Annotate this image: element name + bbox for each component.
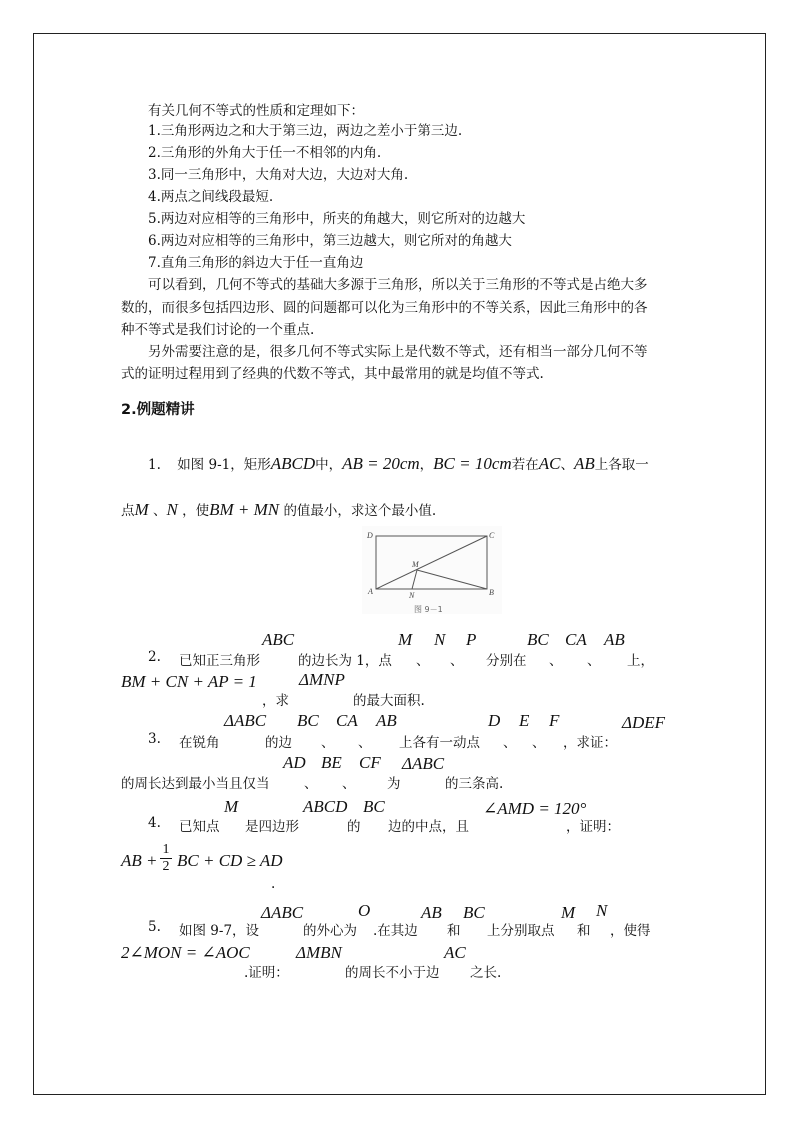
math: ΔABC [261, 903, 304, 922]
text: 、 [503, 735, 517, 751]
text: 分别在 [486, 653, 527, 669]
text: 边的中点，且 [388, 819, 469, 835]
math: BC + CD ≥ AD [177, 851, 283, 870]
text: ，使得 [610, 923, 651, 939]
math: M [134, 500, 149, 519]
text: 、 [587, 653, 601, 669]
math: AB = 20cm [342, 454, 420, 473]
fig-label-a: A [368, 587, 373, 596]
text: 的 [347, 819, 361, 835]
fraction-one-half [160, 842, 172, 875]
text: ，求 [262, 693, 289, 709]
math: N [596, 901, 608, 920]
text: 和 [577, 923, 591, 939]
math: BE [321, 753, 342, 772]
intro-text: 有关几何不等式的性质和定理如下： [148, 103, 364, 119]
paragraph-1-line-3: 种不等式是我们讨论的一个重点. [121, 322, 315, 338]
section-title: 2.例题精讲 [121, 402, 195, 418]
problem-1-line-1 [148, 455, 649, 474]
math: ABCD [270, 454, 316, 473]
text: 点 [121, 503, 135, 519]
math: ΔABC [402, 754, 445, 773]
theorem-3: 3.同一三角形中，大角对大边，大边对大角. [148, 167, 409, 183]
theorem-6: 6.两边对应相等的三角形中，第三边越大，则它所对的角越大 [148, 233, 512, 249]
text: 如图 9-1，矩形 [177, 457, 271, 473]
text: 为 [387, 776, 401, 792]
math: E [519, 711, 530, 730]
math: BM + CN + AP = 1 [121, 672, 257, 691]
math: AB [421, 903, 442, 922]
theorem-5: 5.两边对应相等的三角形中，所夹的角越大，则它所对的边越大 [148, 211, 526, 227]
text: 、 [304, 776, 318, 792]
text: 是四边形 [245, 819, 299, 835]
text: 如图 9-7，设 [179, 923, 260, 939]
text: 在锐角 [179, 735, 220, 751]
text: 的最大面积. [353, 693, 425, 709]
text: 的边长为 1，点 [298, 653, 392, 669]
math: ΔMNP [299, 670, 345, 689]
paragraph-2-line-1: 另外需要注意的是，很多几何不等式实际上是代数不等式，还有相当一部分几何不等 [148, 344, 648, 360]
text: 已知正三角形 [179, 653, 260, 669]
figure-caption: 图 9－1 [414, 605, 443, 614]
math: BM + MN [209, 500, 280, 519]
text: . [271, 876, 276, 892]
fig-label-c: C [489, 531, 495, 540]
text: 已知点 [179, 819, 220, 835]
math: AB [573, 454, 595, 473]
math: M [561, 903, 576, 922]
text: .在其边 [373, 923, 418, 939]
math: ABC [262, 630, 295, 649]
math: AD [283, 753, 306, 772]
problem-5-number: 5. [148, 919, 161, 935]
math: AB [376, 711, 397, 730]
fig-label-d: D [367, 531, 373, 540]
text: 、 [549, 653, 563, 669]
math: P [466, 630, 477, 649]
math: ΔDEF [622, 713, 666, 732]
text: 、 [532, 735, 546, 751]
math: CA [565, 630, 587, 649]
math: N [434, 630, 446, 649]
math: BC [527, 630, 549, 649]
problem-1-number: 1. [148, 457, 161, 473]
text: 上， [627, 653, 654, 669]
paragraph-1-line-2: 数的，而很多包括四边形、圆的问题都可以化为三角形中的不等关系，因此三角形中的各 [121, 300, 648, 316]
text: 、 [321, 735, 335, 751]
problem-3-number: 3. [148, 731, 161, 747]
math: AB + [121, 851, 158, 870]
math: CF [359, 753, 381, 772]
text: 的周长不小于边 [345, 965, 440, 981]
math: D [488, 711, 501, 730]
fig-label-b: B [489, 588, 494, 597]
math: ∠AMD = 120° [483, 799, 587, 818]
math: AC [444, 943, 466, 962]
text: 之长. [470, 965, 502, 981]
theorem-2: 2.三角形的外角大于任一不相邻的内角. [148, 145, 382, 161]
text: 上分别取点 [487, 923, 555, 939]
problem-2-number: 2. [148, 649, 161, 665]
math: ΔMBN [296, 943, 342, 962]
text: 、 [450, 653, 464, 669]
figure-9-1 [362, 526, 502, 614]
text: 的三条高. [445, 776, 504, 792]
math: 2∠MON = ∠AOC [121, 943, 250, 962]
fig-label-n: N [409, 591, 415, 600]
text: 的边 [265, 735, 292, 751]
text: ， [419, 457, 434, 473]
text: .证明： [244, 965, 289, 981]
fraction-numerator: 1 [162, 842, 170, 857]
math: AC [538, 454, 561, 473]
text: 的外心为 [303, 923, 357, 939]
problem-4-number: 4. [148, 815, 161, 831]
math: BC [363, 797, 385, 816]
fig-label-m: M [412, 560, 419, 569]
text: 、 [416, 653, 430, 669]
text: 、 [152, 503, 167, 519]
text: 上各取一 [594, 457, 649, 473]
fraction-denominator: 2 [162, 859, 170, 874]
problem-1-line-2 [121, 501, 436, 520]
paragraph-2-line-2: 式的证明过程用到了经典的代数不等式，其中最常用的就是均值不等式. [121, 366, 544, 382]
text: 的周长达到最小当且仅当 [121, 776, 270, 792]
text: ，求证： [563, 735, 617, 751]
text: 中， [315, 457, 343, 473]
math: M [398, 630, 413, 649]
text: 的值最小，求这个最小值. [283, 503, 437, 519]
text: ，证明： [566, 819, 620, 835]
text: 上各有一动点 [399, 735, 480, 751]
math: N [166, 500, 178, 519]
math: O [358, 901, 371, 920]
text: 、 [342, 776, 356, 792]
text: 、 [358, 735, 372, 751]
math: ΔABC [224, 711, 267, 730]
text: 和 [447, 923, 461, 939]
math: AB [604, 630, 625, 649]
math: CA [336, 711, 358, 730]
paragraph-1-line-1: 可以看到，几何不等式的基础大多源于三角形，所以关于三角形的不等式是占绝大多 [148, 277, 648, 293]
math: BC [463, 903, 485, 922]
theorem-7: 7.直角三角形的斜边大于任一直角边 [148, 255, 364, 271]
text: 若在 [511, 457, 539, 473]
theorem-4: 4.两点之间线段最短. [148, 189, 274, 205]
math: ABCD [303, 797, 348, 816]
text: ，使 [182, 503, 210, 519]
math: BC [297, 711, 319, 730]
theorem-1: 1.三角形两边之和大于第三边，两边之差小于第三边. [148, 123, 463, 139]
math: F [549, 711, 560, 730]
math: M [224, 797, 239, 816]
text: 、 [560, 457, 574, 473]
math: BC = 10cm [433, 454, 512, 473]
